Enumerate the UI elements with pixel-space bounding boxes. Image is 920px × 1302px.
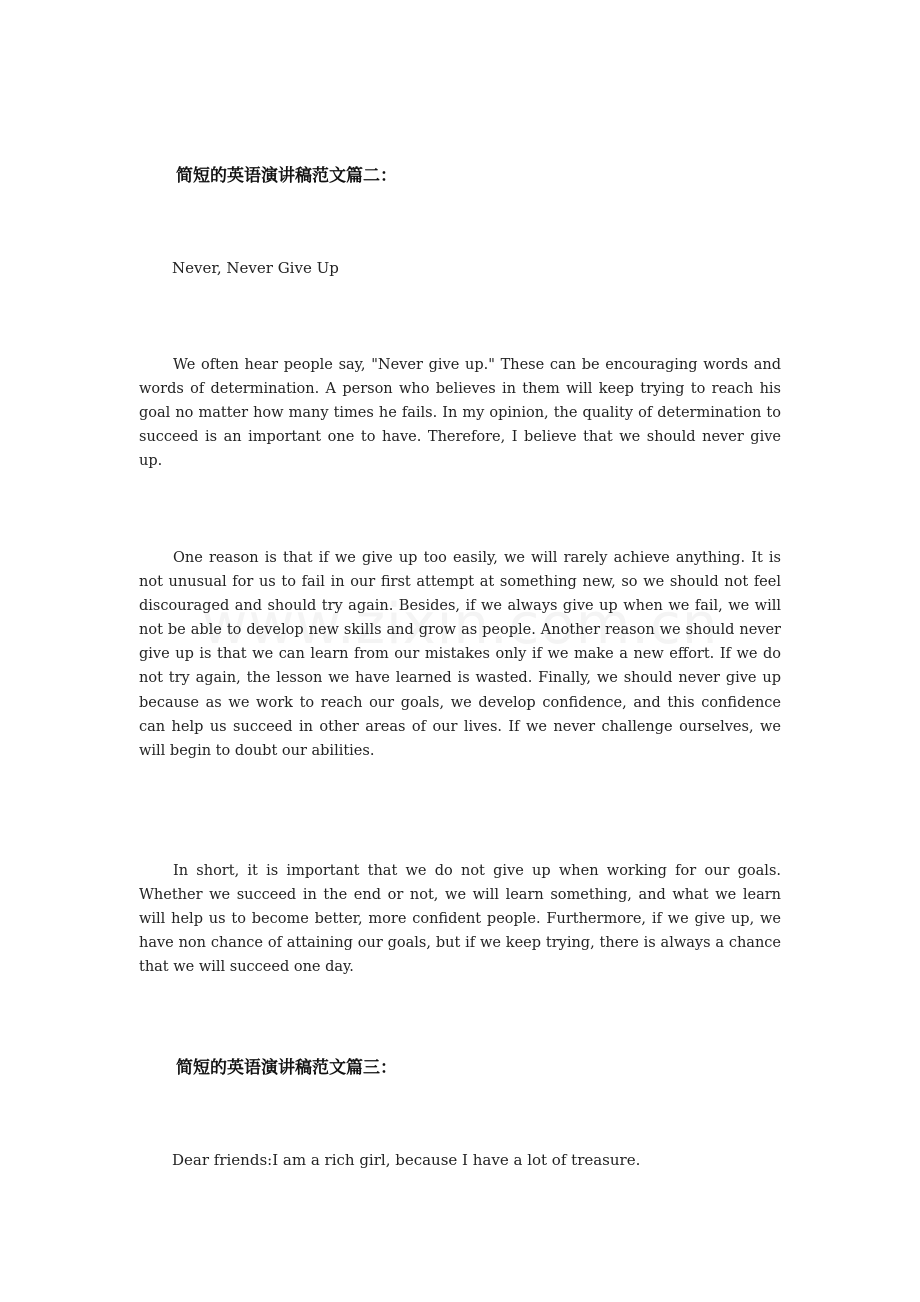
paragraph-1: We often hear people say, "Never give up." These can be encouraging words and words of determination. A person who believes in them will keep trying to reach his goal no matter how many times he fails. In my opinion, the quality of determination to succeed is an important one to have. Therefore, I believe that we should never give up. [139, 357, 781, 470]
section-heading-3: 简短的英语演讲稿范文篇三： [176, 1058, 397, 1078]
section-heading-2: 简短的英语演讲稿范文篇二： [176, 166, 397, 186]
closing-line: Dear friends:I am a rich girl, because I have a lot of treasure. [172, 1151, 641, 1169]
paragraph-3: In short, it is important that we do not give up when working for our goals. Whether we succeed in the end or not, we will learn something, and what we learn will help us to become better, more confident people. Furthermore, if we give up, we have non chance of attaining our goals, but if we keep trying, there is always a chance that we will succeed one day. [139, 863, 781, 976]
paragraph-2: One reason is that if we give up too easily, we will rarely achieve anything. It is not unusual for us to fail in our first attempt at something new, so we should not feel discouraged and should try again. Besides, if we always give up when we fail, we will not be able to develop new skills and grow as people. Another reason we should never give up is that we can learn from our mistakes only if we make a new effort. If we do not try again, the lesson we have learned is wasted. Finally, we should never give up because as we work to reach our goals, we develop confidence, and this confidence can help us succeed in other areas of our lives. If we never challenge ourselves, we will begin to doubt our abilities. [139, 550, 781, 759]
speech-title: Never, Never Give Up [172, 259, 339, 277]
